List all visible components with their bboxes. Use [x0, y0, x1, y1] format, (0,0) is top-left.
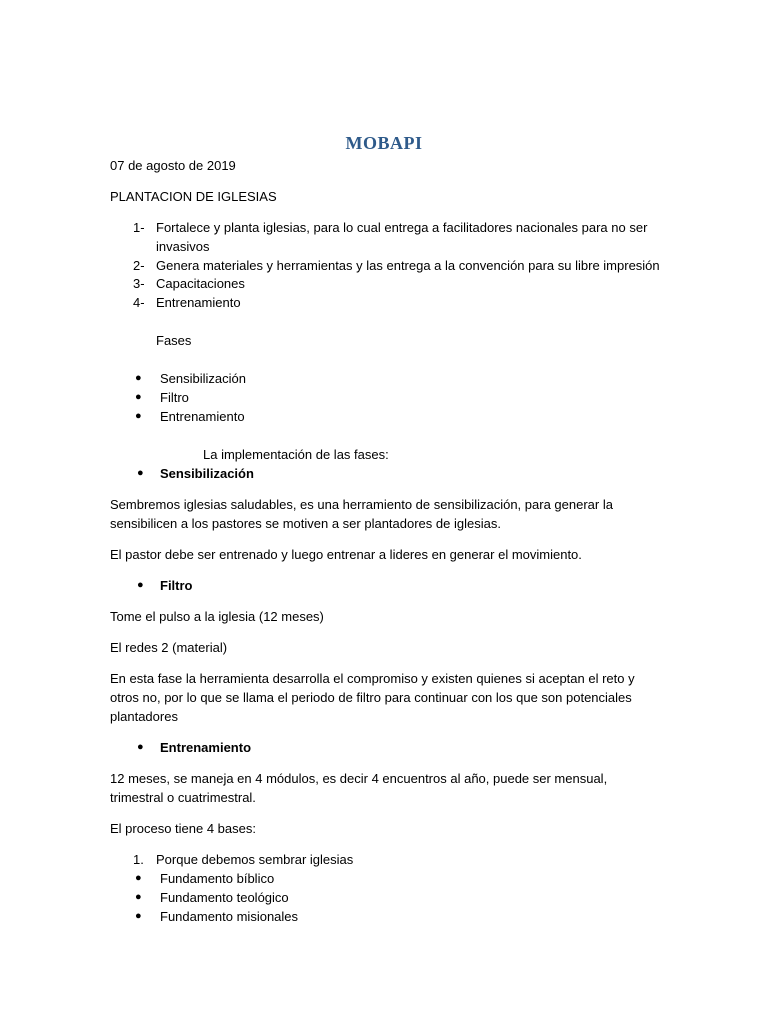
- list-item-text: Fundamento bíblico: [160, 871, 275, 886]
- list-item-text: Entrenamiento: [156, 295, 241, 310]
- paragraph-line: El redes 2 (material): [110, 640, 228, 655]
- list-item-text: Sensibilización: [160, 371, 246, 386]
- section-label: Filtro: [160, 578, 193, 593]
- list-marker: 1-: [133, 220, 145, 235]
- list-item-text: Filtro: [160, 390, 189, 405]
- paragraph-line: El proceso tiene 4 bases:: [110, 821, 256, 836]
- document-date: 07 de agosto de 2019: [110, 158, 236, 173]
- bullet-icon: ●: [135, 410, 142, 422]
- bullet-icon: ●: [137, 467, 144, 479]
- list-item-text: Capacitaciones: [156, 276, 245, 291]
- paragraph-line: trimestral o cuatrimestral.: [110, 790, 256, 805]
- list-marker: 4-: [133, 295, 145, 310]
- section-label: Entrenamiento: [160, 740, 252, 755]
- section-heading: PLANTACION DE IGLESIAS: [110, 189, 277, 204]
- paragraph-line: sensibilicen a los pastores se motiven a ser plantadores de iglesias.: [110, 516, 501, 531]
- list-item-text: Fundamento teológico: [160, 890, 289, 905]
- list-item-text: Genera materiales y herramientas y las entrega a la convención para su libre impresión: [156, 258, 660, 273]
- paragraph-line: plantadores: [110, 709, 178, 724]
- bullet-icon: ●: [137, 579, 144, 591]
- section-label: Sensibilización: [160, 466, 254, 481]
- bullet-icon: ●: [135, 372, 142, 384]
- paragraph-line: En esta fase la herramienta desarrolla el compromiso y existen quienes si aceptan el reto y: [110, 671, 635, 686]
- list-marker: 1.: [133, 852, 144, 867]
- implementation-heading: La implementación de las fases:: [203, 447, 389, 462]
- list-marker: 2-: [133, 258, 145, 273]
- list-item-text: Entrenamiento: [160, 409, 245, 424]
- paragraph-line: Tome el pulso a la iglesia (12 meses): [110, 609, 324, 624]
- document-title: MOBAPI: [345, 133, 423, 153]
- bullet-icon: ●: [135, 891, 142, 903]
- list-item-text: Fundamento misionales: [160, 909, 299, 924]
- list-item-text: invasivos: [156, 239, 210, 254]
- bullet-icon: ●: [135, 391, 142, 403]
- paragraph-line: El pastor debe ser entrenado y luego entrenar a lideres en generar el movimiento.: [110, 547, 582, 562]
- list-marker: 3-: [133, 276, 145, 291]
- bullet-icon: ●: [135, 872, 142, 884]
- bullet-icon: ●: [137, 741, 144, 753]
- list-item-text: Porque debemos sembrar iglesias: [156, 852, 354, 867]
- paragraph-line: otros no, por lo que se llama el periodo de filtro para continuar con los que son potenciales: [110, 690, 632, 705]
- paragraph-line: 12 meses, se maneja en 4 módulos, es decir 4 encuentros al año, puede ser mensual,: [110, 771, 608, 786]
- fases-label: Fases: [156, 333, 192, 348]
- paragraph-line: Sembremos iglesias saludables, es una herramiento de sensibilización, para generar la: [110, 497, 613, 512]
- list-item-text: Fortalece y planta iglesias, para lo cual entrega a facilitadores nacionales para no ser: [156, 220, 648, 235]
- bullet-icon: ●: [135, 910, 142, 922]
